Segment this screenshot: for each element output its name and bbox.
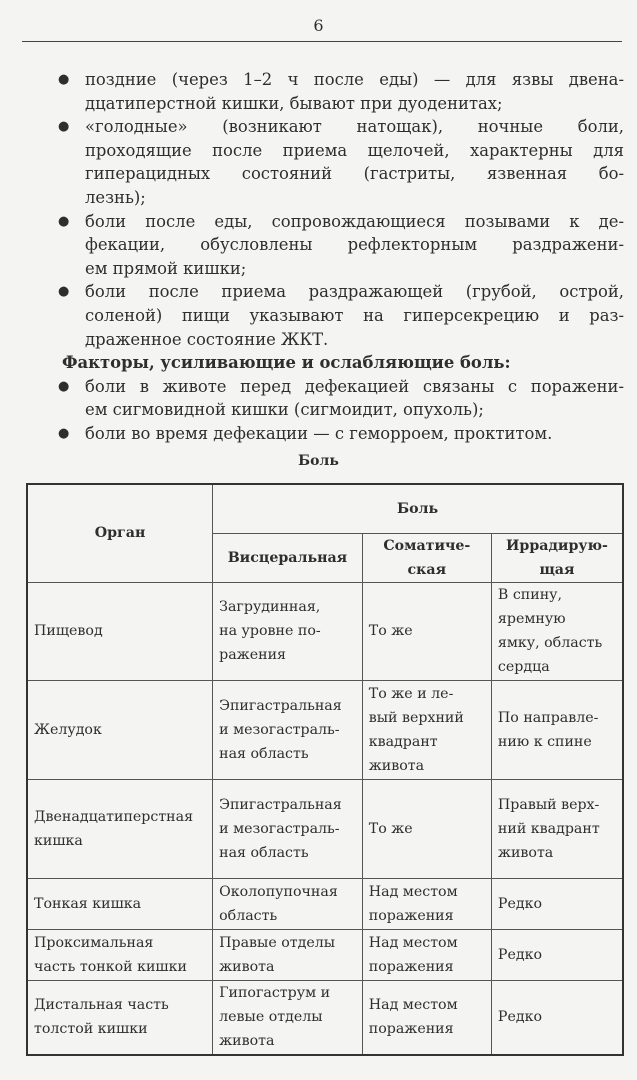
bullet-icon: ● [58, 213, 70, 229]
header-radiating: Иррадирую- щая [491, 533, 623, 582]
text-line: проходящие после приема щелочей, характерны для [85, 140, 624, 160]
header-rule [22, 41, 622, 42]
text-line: «голодные» (возникают натощак), ночные боли, [85, 117, 624, 137]
cell-organ: Проксимальная часть тонкой кишки [27, 929, 213, 980]
table-row [27, 878, 623, 929]
table-row [27, 582, 623, 680]
page-number: 6 [313, 16, 324, 35]
table-row [27, 929, 623, 980]
cell-organ: Желудок [27, 680, 213, 779]
text-line: боли в животе перед дефекацией связаны с поражени- [85, 376, 624, 396]
cell-visceral: Гипогаструм и левые отделы живота [213, 980, 363, 1055]
text-line: дцатиперстной кишки, бывают при дуоденитах; [85, 93, 503, 113]
cell-radiating: Редко [491, 980, 623, 1055]
header-organ: Орган [27, 484, 213, 582]
cell-somatic: То же и ле- вый верхний квадрант живота [362, 680, 491, 779]
cell-radiating: Редко [491, 878, 623, 929]
cell-organ: Пищевод [27, 582, 213, 680]
text-line: ем прямой кишки; [85, 258, 247, 278]
text-line: боли после еды, сопровождающиеся позывами к де- [85, 211, 624, 231]
table-row [27, 779, 623, 878]
cell-radiating: В спину, яремную ямку, область сердца [491, 582, 623, 680]
table-caption: Боль [298, 453, 339, 469]
section-heading: Факторы, усиливающие и ослабляющие боль: [62, 353, 511, 373]
cell-visceral: Эпигастральная и мезогастраль- ная область [213, 779, 363, 878]
list-item [40, 115, 624, 209]
bullet-list-pain-factors [40, 375, 624, 446]
pain-table [26, 483, 624, 1056]
cell-somatic: Над местом поражения [362, 980, 491, 1055]
text-line: соленой) пищи указывают на гиперсекрецию и раз- [85, 305, 624, 325]
bullet-icon: ● [58, 425, 70, 441]
text-line: фекации, обусловлены рефлекторным раздражени- [85, 235, 624, 255]
page-body [40, 68, 624, 446]
text-line: драженное состояние ЖКТ. [85, 329, 329, 349]
cell-somatic: То же [362, 582, 491, 680]
text-line: боли во время дефекации — с геморроем, проктитом. [85, 423, 553, 443]
bullet-icon: ● [58, 119, 70, 135]
bullet-icon: ● [58, 378, 70, 394]
table-row [27, 680, 623, 779]
bullet-list-pain-timing [40, 68, 624, 351]
text-line: гиперацидных состояний (гастриты, язвенная бо- [85, 164, 624, 184]
cell-somatic: Над местом поражения [362, 878, 491, 929]
text-line: лезнь); [85, 187, 146, 207]
header-pain: Боль [213, 484, 623, 533]
list-item [40, 68, 624, 115]
cell-visceral: Загрудинная, на уровне по- ражения [213, 582, 363, 680]
bullet-icon: ● [58, 284, 70, 300]
cell-visceral: Эпигастральная и мезогастраль- ная область [213, 680, 363, 779]
list-item [40, 210, 624, 281]
cell-radiating: Правый верх- ний квадрант живота [491, 779, 623, 878]
list-item [40, 422, 624, 446]
cell-somatic: То же [362, 779, 491, 878]
cell-radiating: Редко [491, 929, 623, 980]
text-line: боли после приема раздражающей (грубой, острой, [85, 282, 624, 302]
list-item [40, 280, 624, 351]
table-row [27, 980, 623, 1055]
cell-somatic: Над местом поражения [362, 929, 491, 980]
cell-organ: Тонкая кишка [27, 878, 213, 929]
cell-visceral: Околопупочная область [213, 878, 363, 929]
cell-organ: Дистальная часть толстой кишки [27, 980, 213, 1055]
bullet-icon: ● [58, 72, 70, 87]
text-line: поздние (через 1–2 ч после еды) — для язвы двена- [85, 70, 624, 89]
header-somatic: Соматиче- ская [362, 533, 491, 582]
header-visceral: Висцеральная [213, 533, 363, 582]
cell-radiating: По направле- нию к спине [491, 680, 623, 779]
cell-visceral: Правые отделы живота [213, 929, 363, 980]
cell-organ: Двенадцатиперстная кишка [27, 779, 213, 878]
text-line: ем сигмовидной кишки (сигмоидит, опухоль); [85, 400, 484, 420]
list-item [40, 375, 624, 422]
